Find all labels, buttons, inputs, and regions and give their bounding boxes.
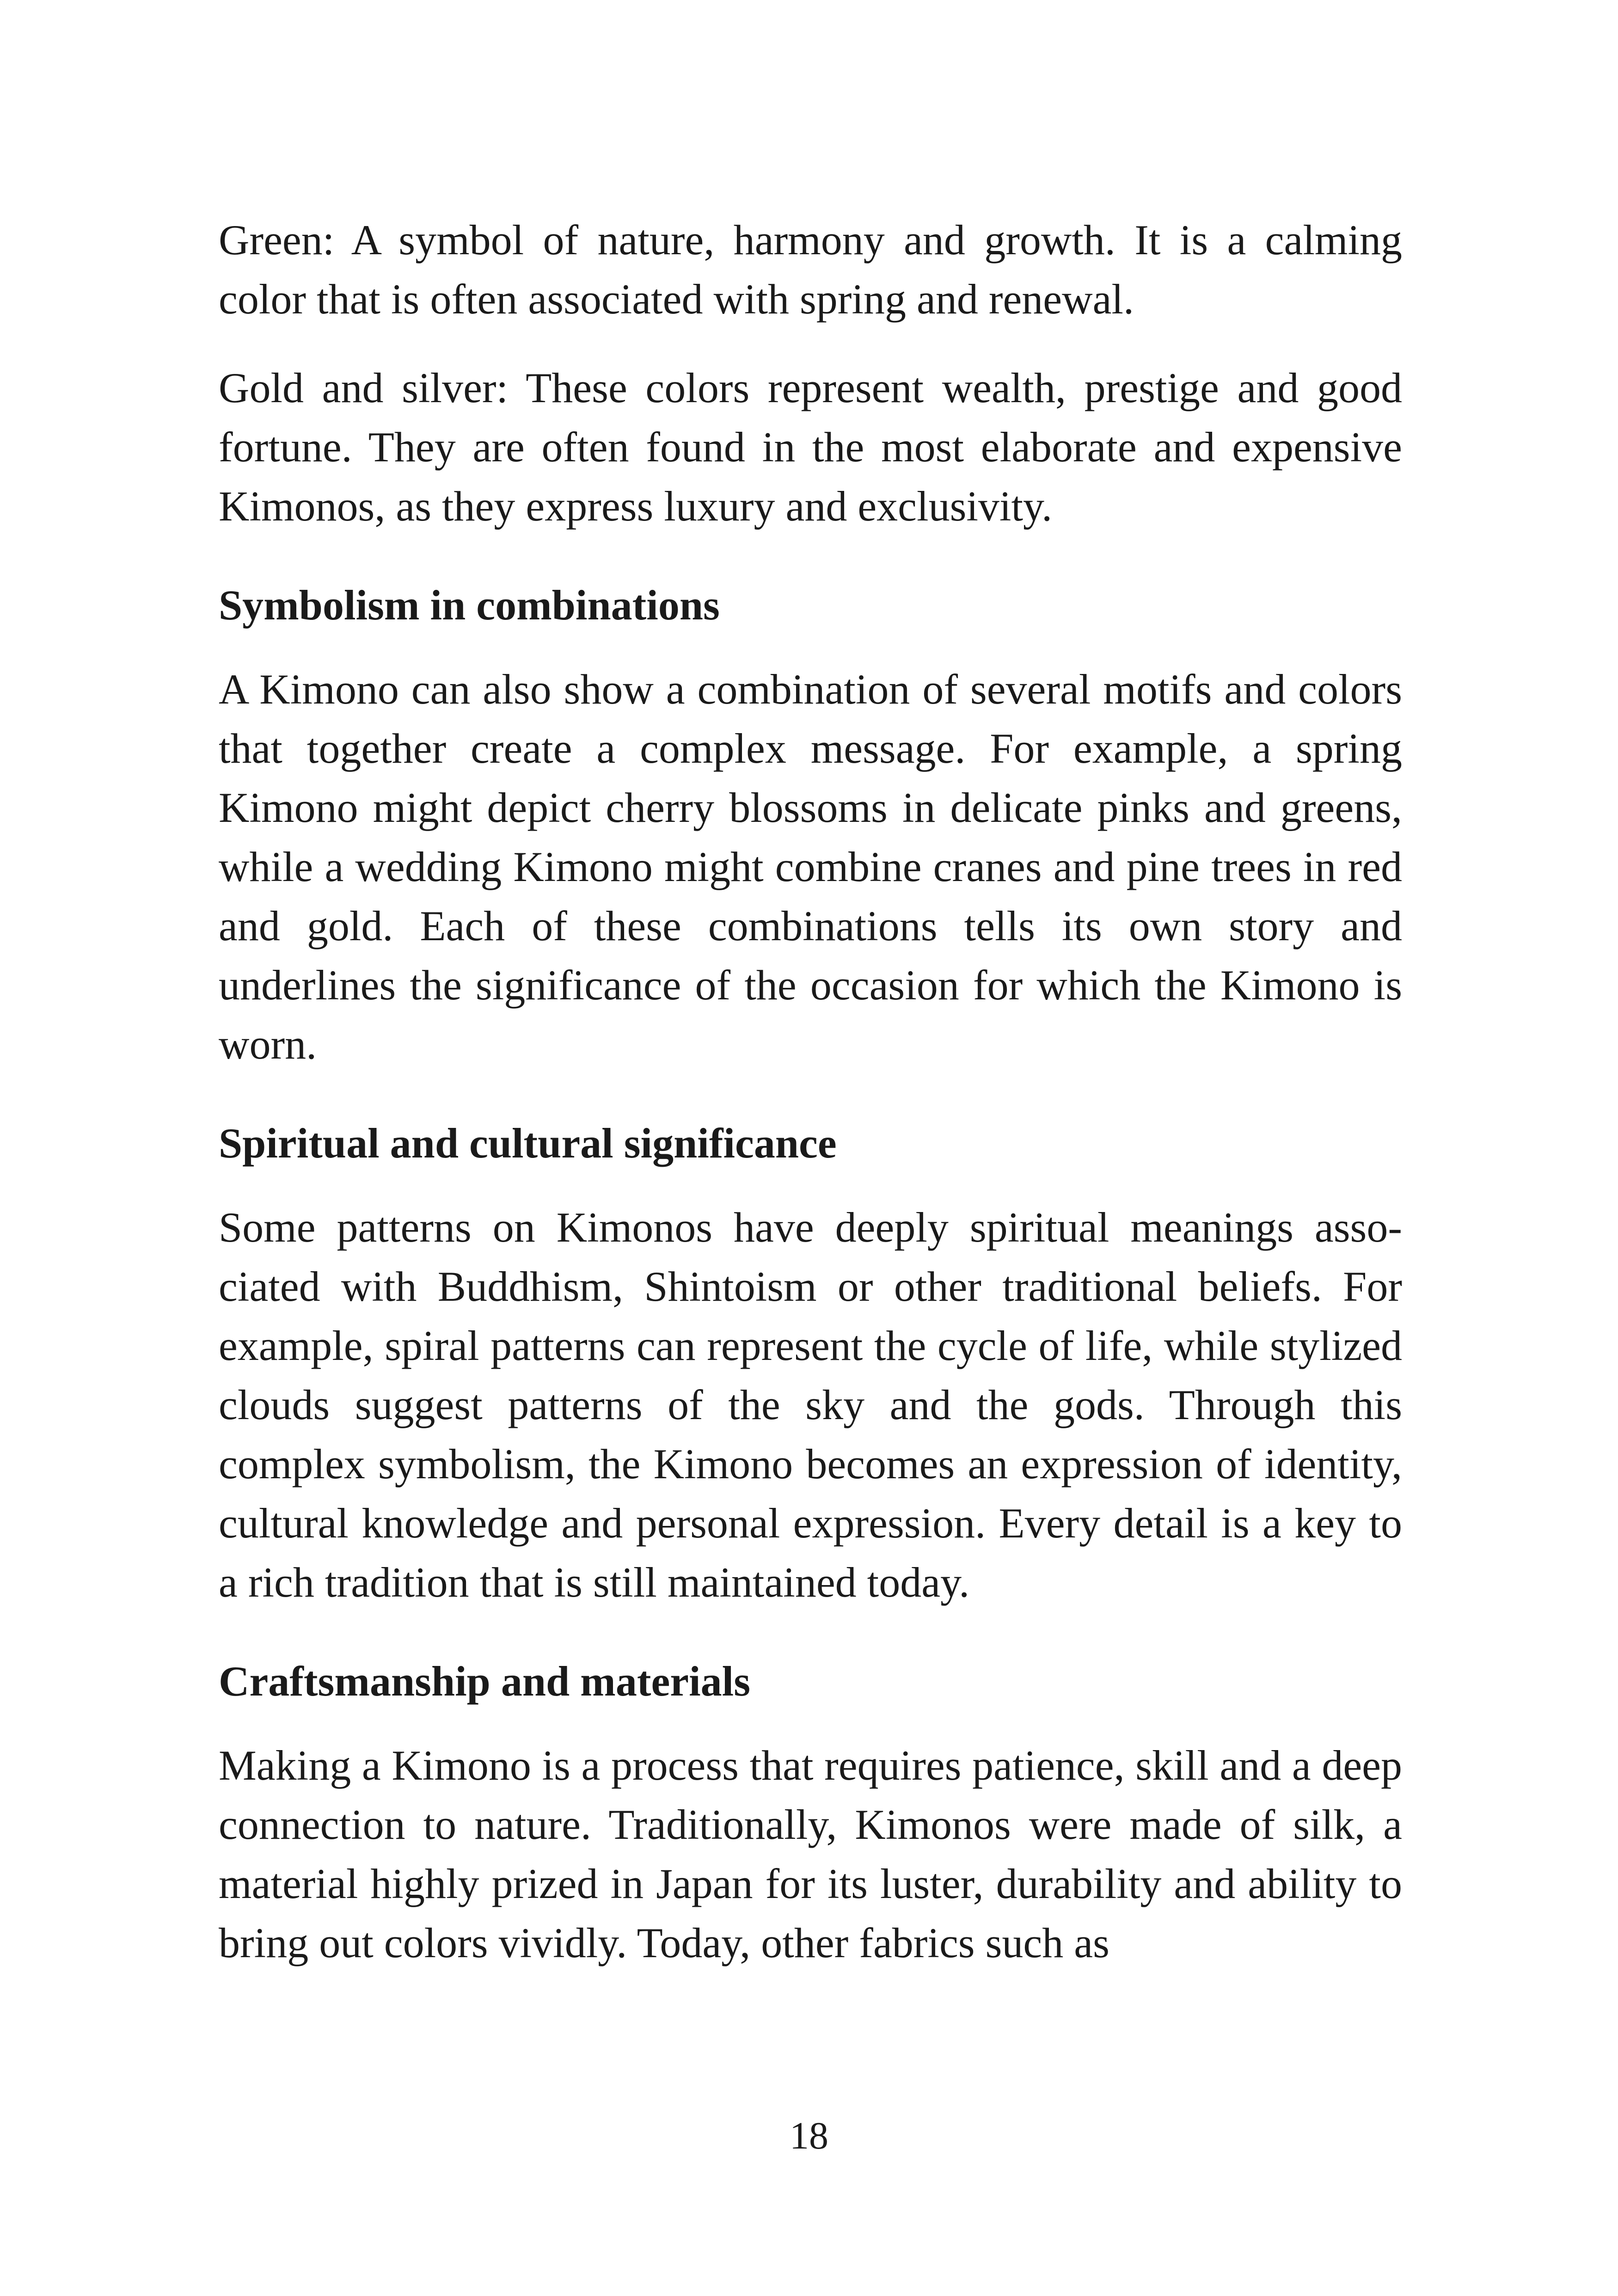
heading-craftsmanship: Craftsmanship and materials xyxy=(219,1658,751,1705)
paragraph-craftsmanship: Making a Kimono is a process that requires patience, skill and a deep connection to nature. Traditionally, Kimonos were made of silk, a material highly prized in Japan for its luster, durability and ability to bring out colors vividly. Today, other fabrics such as xyxy=(219,1742,1402,1966)
paragraph-green: Green: A symbol of nature, harmony and growth. It is a calming color that is often associated with spring and renewal. xyxy=(219,216,1402,323)
heading-symbolism: Symbolism in combinations xyxy=(219,582,720,629)
paragraph-symbolism: A Kimono can also show a combination of several motifs and colors that together create a complex message. For example, a spring Kimono might depict cherry blossoms in delicate pinks and greens, while a wedding Kimono might combine cranes and pine trees in red and gold. Each of these combinations tells its own story and underlines the significance of the occasion for which the Kimono is worn. xyxy=(219,666,1402,1068)
page-body xyxy=(219,210,1402,1972)
heading-spiritual: Spiritual and cultural significance xyxy=(219,1120,837,1167)
paragraph-spiritual: Some patterns on Kimonos have deeply spiritual meanings associated with Buddhism, Shintoism or other traditional beliefs. For example, spiral patterns can represent the cycle of life, while stylized clouds suggest patterns of the sky and the gods. Through this complex symbolism, the Kimono becomes an expression of identity, cultural knowledge and personal expression. Every detail is a key to a rich tradition that is still maintained today. xyxy=(219,1204,1402,1606)
paragraph-gold-silver: Gold and silver: These colors represent wealth, prestige and good fortune. They are often found in the most elaborate and expensive Kimonos, as they express luxury and exclusivity. xyxy=(219,364,1402,530)
page-number: 18 xyxy=(790,2114,828,2157)
